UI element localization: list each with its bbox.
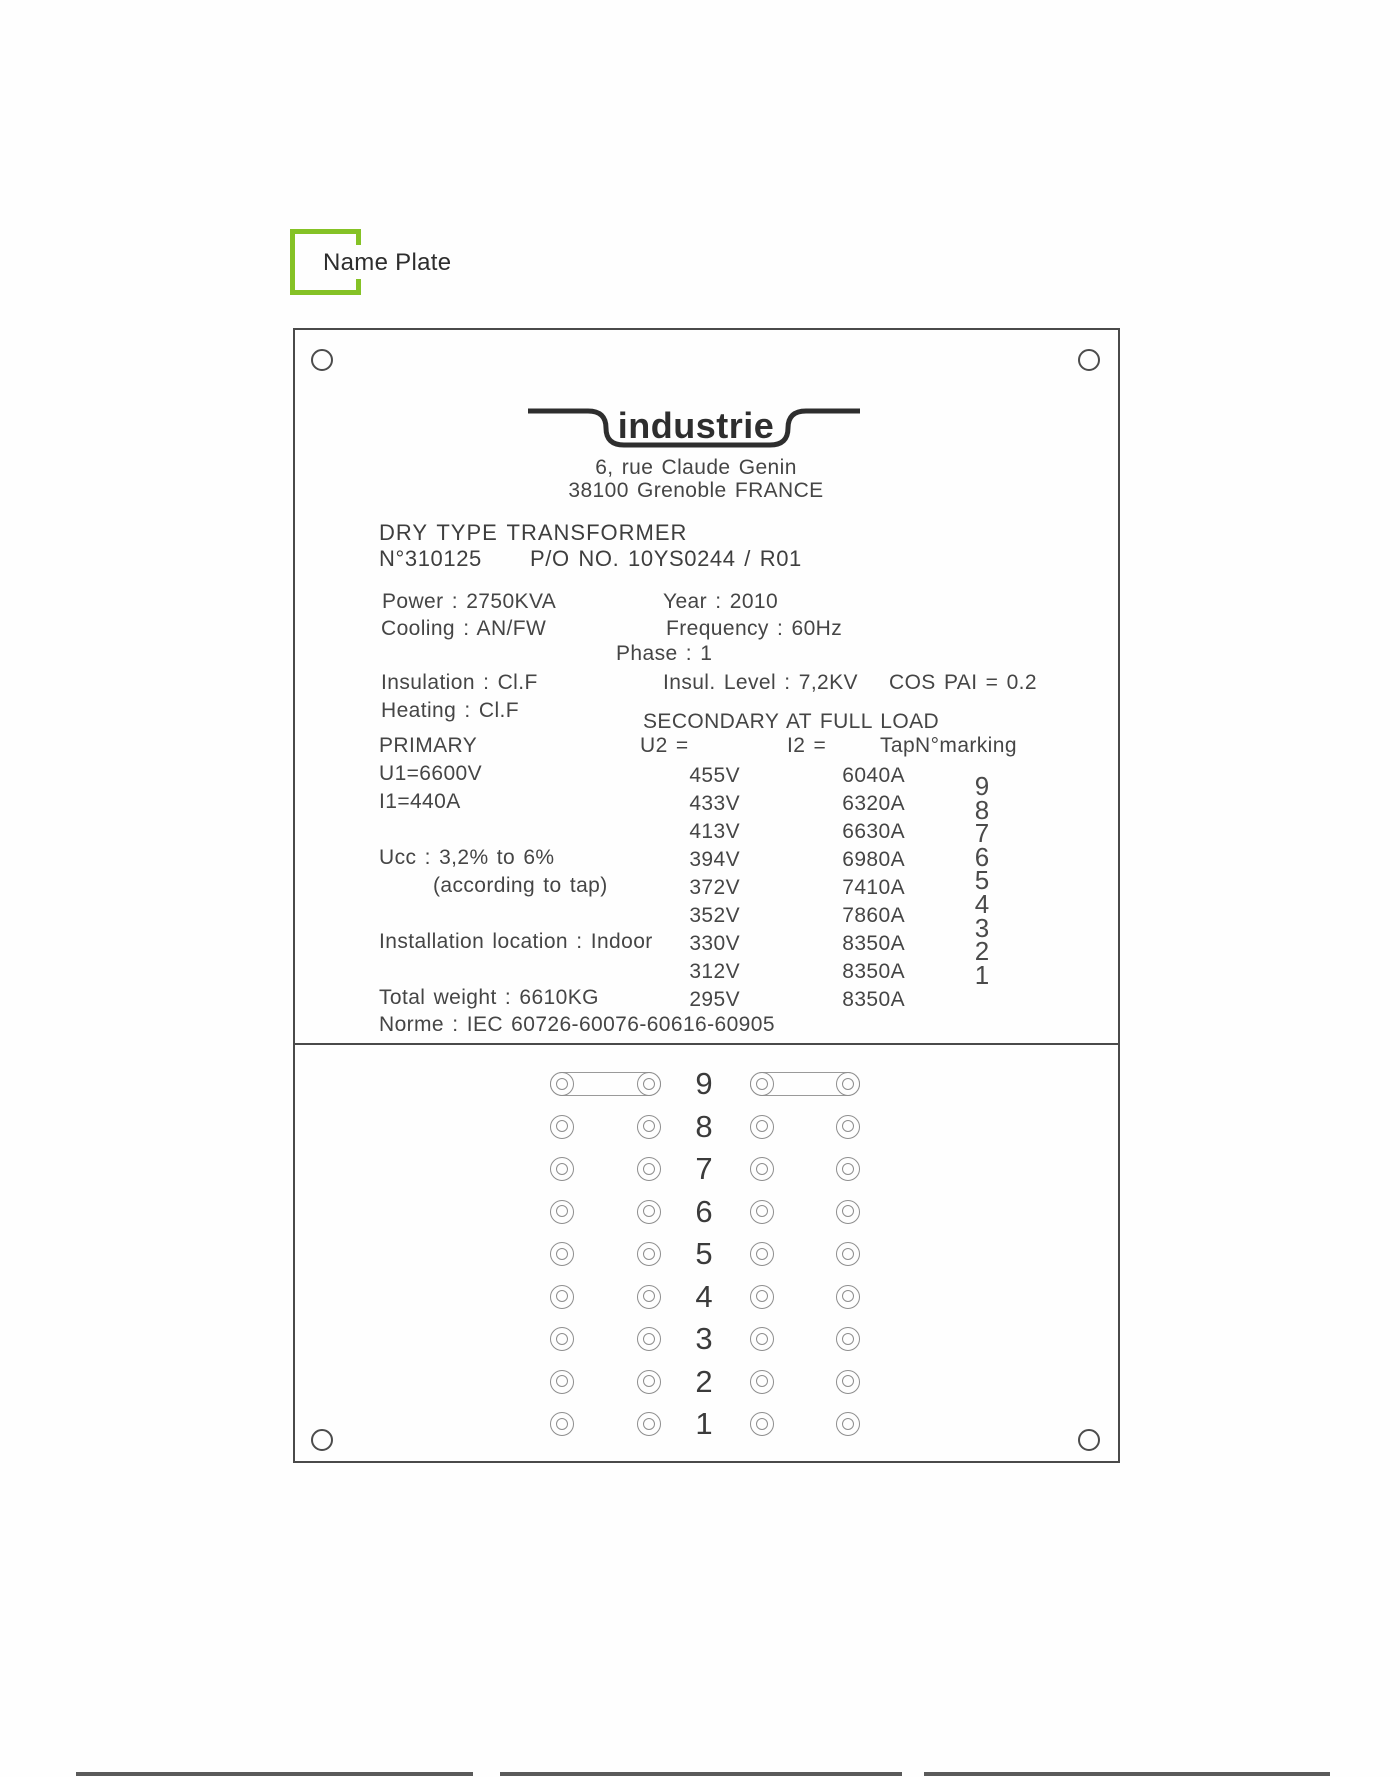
terminal-hole xyxy=(637,1072,661,1096)
terminal-hole-inner xyxy=(643,1078,655,1090)
col-header-primary: PRIMARY xyxy=(379,734,478,757)
primary-i1: I1=440A xyxy=(379,790,461,813)
terminal-hole xyxy=(550,1370,574,1394)
terminal-hole-inner xyxy=(643,1375,655,1387)
terminal-hole xyxy=(637,1242,661,1266)
terminal-hole xyxy=(750,1072,774,1096)
terminal-hole xyxy=(750,1157,774,1181)
terminal-hole-inner xyxy=(756,1205,768,1217)
terminal-hole-inner xyxy=(756,1120,768,1132)
i2-value: 6980A xyxy=(842,848,905,871)
terminal-hole xyxy=(550,1072,574,1096)
tap-marking: 5 xyxy=(974,865,990,896)
col-header-u2: U2 = xyxy=(640,734,689,757)
terminal-hole xyxy=(550,1412,574,1436)
spec-phase: Phase : 1 xyxy=(616,642,713,665)
terminal-hole-inner xyxy=(756,1290,768,1302)
terminal-hole-inner xyxy=(756,1078,768,1090)
terminal-hole xyxy=(637,1412,661,1436)
tap-marking: 1 xyxy=(974,959,990,990)
terminal-hole-inner xyxy=(556,1163,568,1175)
callout-frame-stub xyxy=(356,234,361,245)
po-number: P/O NO. 10YS0244 / R01 xyxy=(530,546,802,571)
bottom-table-edge-3 xyxy=(924,1772,1330,1776)
terminal-hole-inner xyxy=(842,1290,854,1302)
col-header-i2: I2 = xyxy=(787,734,827,757)
terminal-hole xyxy=(550,1242,574,1266)
terminal-hole xyxy=(836,1370,860,1394)
name-plate xyxy=(293,328,1120,1463)
tap-marking: 9 xyxy=(974,771,990,801)
terminal-hole xyxy=(550,1115,574,1139)
terminal-hole-inner xyxy=(556,1418,568,1430)
spec-power: Power : 2750KVA xyxy=(382,590,557,613)
terminal-hole-inner xyxy=(643,1248,655,1260)
terminal-hole-inner xyxy=(842,1248,854,1260)
terminal-hole xyxy=(550,1200,574,1224)
terminal-hole xyxy=(750,1115,774,1139)
primary-u1: U1=6600V xyxy=(379,762,483,785)
i2-value: 7860A xyxy=(842,904,905,927)
serial-number: N°310125 xyxy=(379,546,482,571)
u2-value: 413V xyxy=(689,820,740,843)
terminal-hole-inner xyxy=(556,1248,568,1260)
tap-marking: 4 xyxy=(974,888,990,919)
terminal-hole-inner xyxy=(556,1205,568,1217)
spec-cos-pai: COS PAI = 0.2 xyxy=(889,671,1037,694)
tap-position-number: 7 xyxy=(695,1151,713,1186)
terminal-hole-inner xyxy=(556,1120,568,1132)
terminal-hole xyxy=(750,1242,774,1266)
logo-text: industrie xyxy=(617,405,775,446)
terminal-hole xyxy=(637,1200,661,1224)
col-header-tap: TapN°marking xyxy=(880,734,1017,757)
terminal-hole-inner xyxy=(643,1333,655,1345)
terminal-hole xyxy=(637,1157,661,1181)
spec-insul-level: Insul. Level : 7,2KV xyxy=(663,671,858,694)
tap-position-number: 1 xyxy=(695,1406,713,1441)
plate-title: DRY TYPE TRANSFORMER xyxy=(379,520,688,545)
terminal-hole xyxy=(750,1370,774,1394)
total-weight: Total weight : 6610KG xyxy=(379,986,599,1009)
spec-cooling: Cooling : AN/FW xyxy=(381,617,547,640)
terminal-hole xyxy=(836,1327,860,1351)
u2-value: 330V xyxy=(689,932,740,955)
ucc-line-2: (according to tap) xyxy=(433,874,608,897)
terminal-hole xyxy=(836,1157,860,1181)
tap-marking: 7 xyxy=(974,818,990,849)
norme-line: Norme : IEC 60726-60076-60616-60905 xyxy=(379,1013,775,1036)
tap-position-number: 2 xyxy=(695,1363,713,1399)
tap-marking: 2 xyxy=(974,936,990,967)
terminal-hole-inner xyxy=(842,1120,854,1132)
terminal-hole-inner xyxy=(643,1418,655,1430)
terminal-hole-inner xyxy=(842,1418,854,1430)
address-line-2: 38100 Grenoble FRANCE xyxy=(568,479,824,502)
terminal-hole-inner xyxy=(756,1418,768,1430)
u2-value: 295V xyxy=(689,988,740,1011)
u2-value: 312V xyxy=(689,960,740,983)
terminal-hole xyxy=(836,1242,860,1266)
bottom-table-edge-1 xyxy=(76,1772,473,1776)
secondary-table-title: SECONDARY AT FULL LOAD xyxy=(643,710,940,733)
terminal-hole-inner xyxy=(756,1333,768,1345)
u2-value: 372V xyxy=(689,876,740,899)
terminal-hole xyxy=(550,1157,574,1181)
terminal-hole-inner xyxy=(842,1375,854,1387)
terminal-hole-inner xyxy=(556,1333,568,1345)
terminal-grid xyxy=(295,330,1118,1461)
terminal-hole xyxy=(836,1412,860,1436)
spec-insulation: Insulation : Cl.F xyxy=(381,671,538,694)
name-plate-callout-label: Name Plate xyxy=(323,249,452,276)
terminal-hole-inner xyxy=(842,1163,854,1175)
terminal-hole-inner xyxy=(643,1290,655,1302)
terminal-hole-inner xyxy=(643,1163,655,1175)
terminal-hole-inner xyxy=(643,1205,655,1217)
i2-value: 6630A xyxy=(842,820,905,843)
tap-position-number: 6 xyxy=(695,1193,713,1229)
terminal-hole xyxy=(637,1115,661,1139)
terminal-hole-inner xyxy=(756,1163,768,1175)
tap-marking: 8 xyxy=(974,794,990,825)
spec-frequency: Frequency : 60Hz xyxy=(666,617,843,640)
u2-value: 455V xyxy=(689,764,740,787)
terminal-hole xyxy=(550,1327,574,1351)
terminal-hole xyxy=(637,1370,661,1394)
tap-position-number: 8 xyxy=(695,1108,713,1144)
terminal-hole xyxy=(836,1072,860,1096)
terminal-hole-inner xyxy=(842,1333,854,1345)
i2-value: 8350A xyxy=(842,988,905,1011)
tap-position-number: 5 xyxy=(695,1236,713,1271)
terminal-hole xyxy=(750,1327,774,1351)
terminal-hole-inner xyxy=(756,1248,768,1260)
terminal-hole-inner xyxy=(842,1205,854,1217)
terminal-hole-inner xyxy=(556,1290,568,1302)
i2-value: 8350A xyxy=(842,932,905,955)
tap-position-number: 3 xyxy=(695,1321,713,1356)
terminal-hole-inner xyxy=(756,1375,768,1387)
terminal-hole xyxy=(550,1285,574,1309)
ucc-line-1: Ucc : 3,2% to 6% xyxy=(379,846,555,869)
terminal-hole-inner xyxy=(842,1078,854,1090)
address-line-1: 6, rue Claude Genin xyxy=(595,456,797,479)
terminal-hole xyxy=(836,1200,860,1224)
i2-value: 7410A xyxy=(842,876,905,899)
callout-frame-stub xyxy=(356,279,361,290)
installation-location: Installation location : Indoor xyxy=(379,930,653,953)
i2-value: 8350A xyxy=(842,960,905,983)
terminal-hole-inner xyxy=(643,1120,655,1132)
terminal-hole xyxy=(637,1327,661,1351)
i2-value: 6040A xyxy=(842,764,905,787)
spec-year: Year : 2010 xyxy=(663,590,779,613)
terminal-hole xyxy=(750,1200,774,1224)
terminal-hole xyxy=(750,1285,774,1309)
terminal-hole xyxy=(836,1285,860,1309)
tap-marking: 6 xyxy=(974,841,990,872)
terminal-hole-inner xyxy=(556,1375,568,1387)
terminal-hole xyxy=(836,1115,860,1139)
u2-value: 352V xyxy=(689,904,740,927)
terminal-hole xyxy=(750,1412,774,1436)
u2-value: 433V xyxy=(689,792,740,815)
spec-heating: Heating : Cl.F xyxy=(381,699,519,722)
i2-value: 6320A xyxy=(842,792,905,815)
tap-position-number: 9 xyxy=(695,1066,713,1101)
bottom-table-edge-2 xyxy=(500,1772,902,1776)
terminal-hole-inner xyxy=(556,1078,568,1090)
tap-position-number: 4 xyxy=(695,1278,713,1314)
terminal-hole xyxy=(637,1285,661,1309)
tap-marking: 3 xyxy=(974,912,990,943)
u2-value: 394V xyxy=(689,848,740,871)
